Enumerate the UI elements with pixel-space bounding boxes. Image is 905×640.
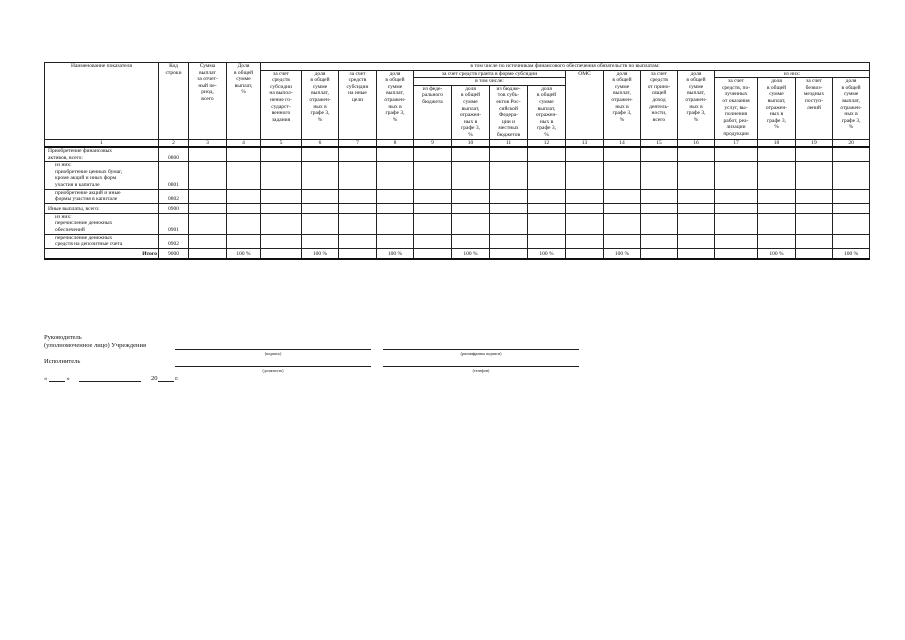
value-cell-col-18[interactable] — [758, 213, 796, 234]
row-name: Приобретение финансовых активов, всего: — [45, 147, 159, 162]
value-cell-col-7[interactable] — [339, 203, 377, 213]
value-cell-col-20[interactable] — [833, 213, 870, 234]
value-cell-col-18[interactable] — [758, 234, 796, 248]
value-cell-col-7[interactable] — [339, 147, 377, 162]
total-value-col-19[interactable] — [796, 248, 833, 259]
value-cell-col-8[interactable] — [377, 234, 414, 248]
value-cell-col-6[interactable] — [302, 189, 339, 203]
value-cell-col-6[interactable] — [302, 213, 339, 234]
value-cell-col-4[interactable] — [227, 213, 261, 234]
column-number-9: 9 — [414, 139, 452, 147]
col-header-share-regional: доля в общей сумме выплат, отражен- ных в графе 3, % — [528, 85, 566, 139]
row-name: из них: перечисление денежных обеспечений — [45, 213, 159, 234]
table-row — [45, 234, 870, 248]
column-number-12: 12 — [528, 139, 566, 147]
executor-position-line[interactable] — [175, 366, 371, 367]
year-prefix: 20 — [151, 375, 158, 382]
value-cell-col-14[interactable] — [604, 162, 641, 189]
value-cell-col-12[interactable] — [528, 213, 566, 234]
value-cell-col-4[interactable] — [227, 234, 261, 248]
row-code: 0802 — [159, 189, 189, 203]
value-cell-col-4[interactable] — [227, 162, 261, 189]
value-cell-col-9[interactable] — [414, 189, 452, 203]
value-cell-col-10[interactable] — [452, 147, 490, 162]
date-close-quote: » — [66, 375, 70, 382]
column-number-11: 11 — [490, 139, 528, 147]
col-header-code: Код строки — [159, 63, 189, 140]
total-percent-col-10: 100 % — [452, 248, 490, 259]
col-header-share-services: доля в общей сумме выплат, отражен- ных в графе 3, % — [758, 78, 796, 139]
column-numbers-row — [45, 139, 870, 147]
column-number-8: 8 — [377, 139, 414, 147]
value-cell-col-11[interactable] — [490, 213, 528, 234]
value-cell-col-13[interactable] — [566, 203, 604, 213]
total-percent-col-12: 100 % — [528, 248, 566, 259]
col-header-federal: из феде- рального бюджета — [414, 85, 452, 139]
column-number-10: 10 — [452, 139, 490, 147]
value-cell-col-4[interactable] — [227, 203, 261, 213]
total-row — [45, 248, 870, 259]
column-number-19: 19 — [796, 139, 833, 147]
value-cell-col-18[interactable] — [758, 147, 796, 162]
value-cell-col-12[interactable] — [528, 203, 566, 213]
value-cell-col-5[interactable] — [261, 203, 302, 213]
value-cell-col-18[interactable] — [758, 203, 796, 213]
total-percent-col-6: 100 % — [302, 248, 339, 259]
col-header-sources: в том числе по источникам финансового обеспечения обязательств по выплатам: — [261, 63, 870, 71]
column-number-18: 18 — [758, 139, 796, 147]
value-cell-col-20[interactable] — [833, 234, 870, 248]
value-cell-col-15[interactable] — [641, 162, 678, 189]
value-cell-col-5[interactable] — [261, 162, 302, 189]
value-cell-col-18[interactable] — [758, 162, 796, 189]
value-cell-col-10[interactable] — [452, 213, 490, 234]
table-row — [45, 213, 870, 234]
value-cell-col-15[interactable] — [641, 147, 678, 162]
value-cell-col-12[interactable] — [528, 189, 566, 203]
col-header-incl: в том числе: — [414, 78, 566, 86]
value-cell-col-13[interactable] — [566, 234, 604, 248]
value-cell-col-14[interactable] — [604, 147, 641, 162]
value-cell-col-6[interactable] — [302, 203, 339, 213]
value-cell-col-15[interactable] — [641, 203, 678, 213]
value-cell-col-20[interactable] — [833, 189, 870, 203]
value-cell-col-6[interactable] — [302, 234, 339, 248]
value-cell-col-14[interactable] — [604, 203, 641, 213]
value-cell-col-6[interactable] — [302, 147, 339, 162]
value-cell-col-16[interactable] — [678, 162, 715, 189]
row-code: 0801 — [159, 162, 189, 189]
value-cell-col-3[interactable] — [189, 162, 227, 189]
value-cell-col-5[interactable] — [261, 189, 302, 203]
value-cell-col-8[interactable] — [377, 213, 414, 234]
value-cell-col-13[interactable] — [566, 189, 604, 203]
total-value-col-11[interactable] — [490, 248, 528, 259]
value-cell-col-19[interactable] — [796, 189, 833, 203]
value-cell-col-4[interactable] — [227, 189, 261, 203]
col-header-income: за счет средств от прино- сящей доход деятель- ности, всего — [641, 70, 678, 139]
col-header-services: за счет средств, по- лученных от оказания услуг, вы- полнения работ, реа- лизации продукции — [715, 78, 758, 139]
value-cell-col-10[interactable] — [452, 203, 490, 213]
value-cell-col-8[interactable] — [377, 203, 414, 213]
value-cell-col-17[interactable] — [715, 147, 758, 162]
column-number-15: 15 — [641, 139, 678, 147]
value-cell-col-10[interactable] — [452, 234, 490, 248]
row-name: из них: приобретение ценных бумаг, кроме акций и иных форм участия в капитале — [45, 162, 159, 189]
value-cell-col-11[interactable] — [490, 203, 528, 213]
value-cell-col-11[interactable] — [490, 162, 528, 189]
value-cell-col-9[interactable] — [414, 147, 452, 162]
value-cell-col-16[interactable] — [678, 203, 715, 213]
value-cell-col-12[interactable] — [528, 162, 566, 189]
value-cell-col-3[interactable] — [189, 234, 227, 248]
value-cell-col-20[interactable] — [833, 203, 870, 213]
date-open-quote: « — [44, 375, 48, 382]
table-row — [45, 189, 870, 203]
executor-label: Исполнитель — [44, 358, 81, 365]
value-cell-col-13[interactable] — [566, 162, 604, 189]
column-number-13: 13 — [566, 139, 604, 147]
total-value-col-13[interactable] — [566, 248, 604, 259]
total-value-col-3[interactable] — [189, 248, 227, 259]
value-cell-col-9[interactable] — [414, 213, 452, 234]
head-decode-line[interactable] — [383, 349, 579, 350]
value-cell-col-20[interactable] — [833, 162, 870, 189]
value-cell-col-18[interactable] — [758, 189, 796, 203]
report-table — [44, 62, 870, 260]
total-label: Итого — [45, 248, 159, 259]
table-row — [45, 147, 870, 162]
column-number-7: 7 — [339, 139, 377, 147]
value-cell-col-3[interactable] — [189, 147, 227, 162]
value-cell-col-16[interactable] — [678, 213, 715, 234]
value-cell-col-7[interactable] — [339, 213, 377, 234]
head-decode-caption: (расшифровка подписи) — [460, 351, 502, 356]
year-suffix: г. — [175, 375, 179, 382]
date-line — [44, 375, 179, 382]
table-row — [45, 162, 870, 189]
value-cell-col-16[interactable] — [678, 189, 715, 203]
col-header-regional: из бюдже- тов субъ- ектов Рос- сийской Федера- ции и местных бюджетов — [490, 85, 528, 139]
value-cell-col-14[interactable] — [604, 234, 641, 248]
col-header-name: Наименование показателя — [45, 63, 159, 140]
column-number-3: 3 — [189, 139, 227, 147]
head-label: Руководитель (уполномоченное лицо) Учреждения — [44, 334, 146, 349]
table-row — [45, 203, 870, 213]
column-number-1: 1 — [45, 139, 159, 147]
col-header-share-gratuitous: доля в общей сумме выплат, отражен- ных в графе 3, % — [833, 78, 870, 139]
column-number-2: 2 — [159, 139, 189, 147]
col-header-gratuitous: за счет безвоз- мездных поступ- лений — [796, 78, 833, 139]
col-header-of-them: из них: — [715, 70, 870, 78]
value-cell-col-3[interactable] — [189, 213, 227, 234]
column-number-16: 16 — [678, 139, 715, 147]
executor-phone-line[interactable] — [383, 366, 579, 367]
total-percent-col-14: 100 % — [604, 248, 641, 259]
value-cell-col-15[interactable] — [641, 234, 678, 248]
col-header-share-other: доля в общей сумме выплат, отражен- ных в графе 3, % — [377, 70, 414, 139]
month-field[interactable] — [79, 375, 141, 382]
value-cell-col-19[interactable] — [796, 147, 833, 162]
total-percent-col-18: 100 % — [758, 248, 796, 259]
value-cell-col-12[interactable] — [528, 147, 566, 162]
value-cell-col-8[interactable] — [377, 147, 414, 162]
row-code: 0902 — [159, 234, 189, 248]
value-cell-col-7[interactable] — [339, 189, 377, 203]
col-header-share-federal: доля в общей сумме выплат, отражен- ных в графе 3, % — [452, 85, 490, 139]
value-cell-col-11[interactable] — [490, 234, 528, 248]
total-value-col-16[interactable] — [678, 248, 715, 259]
value-cell-col-13[interactable] — [566, 147, 604, 162]
head-sign-caption: (подпись) — [264, 351, 282, 356]
column-number-5: 5 — [261, 139, 302, 147]
total-value-col-5[interactable] — [261, 248, 302, 259]
column-number-14: 14 — [604, 139, 641, 147]
row-code: 0900 — [159, 203, 189, 213]
year-field[interactable] — [158, 375, 174, 382]
col-header-subsidy-task: за счет средств субсидии на выпол- нение го- сударст- венного задания — [261, 70, 302, 139]
value-cell-col-4[interactable] — [227, 147, 261, 162]
value-cell-col-17[interactable] — [715, 213, 758, 234]
value-cell-col-9[interactable] — [414, 203, 452, 213]
executor-position-caption: (должность) — [262, 368, 284, 373]
total-code: 9000 — [159, 248, 189, 259]
col-header-subsidy-other: за счет средств субсидии на иные цели — [339, 70, 377, 139]
column-number-20: 20 — [833, 139, 870, 147]
value-cell-col-15[interactable] — [641, 213, 678, 234]
col-header-share-income: доля в общей сумме выплат, отражен- ных в графе 3, % — [678, 70, 715, 139]
value-cell-col-15[interactable] — [641, 189, 678, 203]
value-cell-col-14[interactable] — [604, 213, 641, 234]
row-name: Иные выплаты, всего: — [45, 203, 159, 213]
total-percent-col-20: 100 % — [833, 248, 870, 259]
value-cell-col-16[interactable] — [678, 234, 715, 248]
value-cell-col-17[interactable] — [715, 189, 758, 203]
column-number-4: 4 — [227, 139, 261, 147]
value-cell-col-11[interactable] — [490, 147, 528, 162]
value-cell-col-17[interactable] — [715, 203, 758, 213]
total-percent-col-8: 100 % — [377, 248, 414, 259]
col-header-oms: ОМС — [566, 70, 604, 139]
row-code: 0800 — [159, 147, 189, 162]
col-header-share-task: доля в общей сумме выплат, отражен- ных в графе 3, % — [302, 70, 339, 139]
total-percent-col-4: 100 % — [227, 248, 261, 259]
column-number-6: 6 — [302, 139, 339, 147]
row-code: 0901 — [159, 213, 189, 234]
value-cell-col-19[interactable] — [796, 213, 833, 234]
value-cell-col-19[interactable] — [796, 234, 833, 248]
value-cell-col-10[interactable] — [452, 162, 490, 189]
value-cell-col-20[interactable] — [833, 147, 870, 162]
value-cell-col-5[interactable] — [261, 234, 302, 248]
value-cell-col-19[interactable] — [796, 203, 833, 213]
row-name: перечисление денежных средств на депозитные счета — [45, 234, 159, 248]
day-field[interactable] — [49, 375, 65, 382]
value-cell-col-6[interactable] — [302, 162, 339, 189]
row-name: приобретение акций и иные формы участия в капитале — [45, 189, 159, 203]
value-cell-col-11[interactable] — [490, 189, 528, 203]
value-cell-col-10[interactable] — [452, 189, 490, 203]
value-cell-col-3[interactable] — [189, 189, 227, 203]
col-header-grants: за счет средств гранта в форме субсидии — [414, 70, 566, 78]
value-cell-col-14[interactable] — [604, 189, 641, 203]
value-cell-col-8[interactable] — [377, 162, 414, 189]
value-cell-col-8[interactable] — [377, 189, 414, 203]
column-number-17: 17 — [715, 139, 758, 147]
executor-phone-caption: (телефон) — [472, 368, 490, 373]
value-cell-col-16[interactable] — [678, 147, 715, 162]
value-cell-col-5[interactable] — [261, 147, 302, 162]
value-cell-col-9[interactable] — [414, 162, 452, 189]
value-cell-col-7[interactable] — [339, 162, 377, 189]
col-header-share-oms: доля в общей сумме выплат, отражен- ных в графе 3, % — [604, 70, 641, 139]
value-cell-col-12[interactable] — [528, 234, 566, 248]
value-cell-col-13[interactable] — [566, 213, 604, 234]
total-value-col-15[interactable] — [641, 248, 678, 259]
total-value-col-9[interactable] — [414, 248, 452, 259]
value-cell-col-7[interactable] — [339, 234, 377, 248]
total-value-col-7[interactable] — [339, 248, 377, 259]
value-cell-col-9[interactable] — [414, 234, 452, 248]
value-cell-col-19[interactable] — [796, 162, 833, 189]
value-cell-col-3[interactable] — [189, 203, 227, 213]
total-value-col-17[interactable] — [715, 248, 758, 259]
value-cell-col-17[interactable] — [715, 162, 758, 189]
col-header-share: Доля в общей сумме выплат, % — [227, 63, 261, 140]
head-sign-line[interactable] — [175, 349, 371, 350]
col-header-sum: Сумма выплат за отчет- ный пе- риод, всего — [189, 63, 227, 140]
value-cell-col-5[interactable] — [261, 213, 302, 234]
value-cell-col-17[interactable] — [715, 234, 758, 248]
